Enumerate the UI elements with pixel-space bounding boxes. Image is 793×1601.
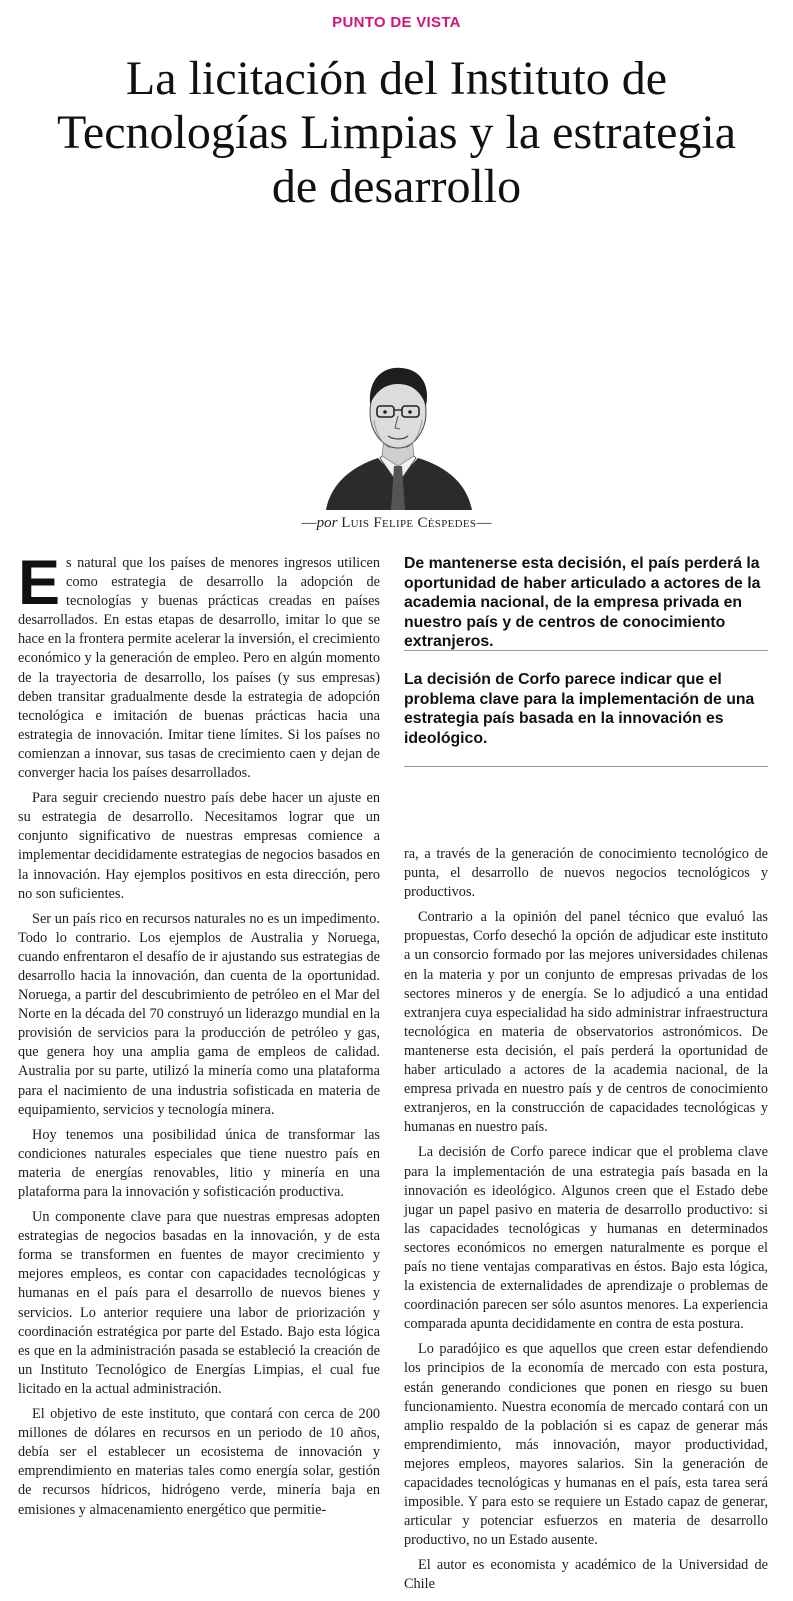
article-paragraph: Hoy tenemos una posibilidad única de transformar las condiciones naturales especiales que tiene nuestro país en materia de energías renovables, litio y minería en una plataforma para la innovación y sofisticación productiva. [18,1126,380,1200]
byline [0,515,793,532]
article-paragraph: Ser un país rico en recursos naturales no es un impedimento. Todo lo contrario. Los ejemplos de Australia y Noruega, cuando enfrentaron el desafío de ir ajustando sus estrategias de desarrollo hacia la innovación, dan cuenta de la oportunidad. Noruega, a partir del descubrimiento de petróleo en el Mar del Norte en la década del 70 construyó un liderazgo mundial en la provisión de servicios para la producción de petróleo y gas, que genera hoy una amplia gama de empleos de calidad. Australia por su parte, utilizó la minería como una plataforma para el nacimiento de una industria sofisticada en materia de equipamiento, servicios y tecnología minera. [18,910,380,1118]
drop-cap: E [18,548,61,618]
author-note: El autor es economista y académico de la Universidad de Chile [404,1557,768,1593]
pull-quote-1: De mantenerse esta decisión, el país perderá la oportunidad de haber articulado a actores de la academia nacional, de la empresa privada en nuestro país y de centros de conocimiento extranjeros. [404,555,761,650]
article-paragraph: Contrario a la opinión del panel técnico que evaluó las propuestas, Corfo desechó la opción de adjudicar este instituto a un consorcio formado por las mejores universidades chilenas en la materia y por un conjunto de empresas privadas de los sectores mineros y de energía. Se lo adjudicó a una entidad extranjera cuya especialidad ha sido administrar infraestructura tecnológica en materia de observatorios astronómicos. De mantenerse esta decisión, el país perderá la oportunidad de haber articulado a actores de la academia nacional, de la empresa privada en nuestro país y de centros de conocimiento extranjeros, en la construcción de capacidades tecnológicas y humanas en nuestro país. [404,909,768,1136]
article-paragraph: El objetivo de este instituto, que contará con cerca de 200 millones de dólares en recursos en un periodo de 10 años, debía ser el establecer un ecosistema de innovación y emprendimiento en materias tales como energía solar, gestión de recursos hídricos, hidrógeno verde, minería baja en emisiones y almacenamiento energético que permitie- [18,1406,380,1518]
first-paragraph-text: s natural que los países de menores ingresos utilicen como estrategia de desarrollo la adopción de tecnologías y buenas prácticas creadas en países desarrollados. En estas etapas de desarrollo, imitar lo que se hace en la frontera permite acelerar la inversión, el crecimiento económico y la generación de empleo. Pero en algún momento de la trayectoria de desarrollo, los países (y sus empresas) deben transitar gradualmente desde la estrategia de adopción tecnológica e imitación de buenas prácticas hacia una estrategia de innovación. Imitar tiene límites. Si los países no comienzan a innovar, sus tasas de crecimiento caen y dejan de converger hacia los países desarrollados. [18,555,380,782]
article-paragraph: La decisión de Corfo parece indicar que el problema clave para la implementación de una estrategia país basada en la innovación es ideológico. Algunos creen que el Estado debe jugar un papel pasivo en materia de desarrollo productivo: si las capacidades tecnológicas y humanas en determinados sectores económicos no emergen naturalmente es porque el país no tiene ventajas comparativas en éstos. Bajo esta lógica, la existencia de externalidades de aprendizaje o problemas de coordinación parecen ser sólo asuntos menores. La experiencia comparada apunta decididamente en contra de esta postura. [404,1144,768,1333]
article-paragraph: Lo paradójico es que aquellos que creen estar defendiendo los principios de la economía de mercado con esta postura, están generando condiciones que ponen en riesgo su buen funcionamiento. Nuestra economía de mercado contará con un amplio respaldo de la población si es capaz de generar más emprendimiento, más innovación, mayor productividad, mejores empleos, mayores salarios. Sin la generación de capacidades tecnológicas y humanas en el país, esta tarea será imposible. Y para esto se requiere un Estado capaz de generar, articular y potenciar esfuerzos en materia de desarrollo productivo, no un Estado ausente. [404,1341,768,1549]
article-paragraph: Un componente clave para que nuestras empresas adopten estrategias de negocios basadas en la innovación, y de esta forma se transformen en fuentes de mayor crecimiento y mejores empleos, es contar con capacidades tecnológicas y humanas en el país para el desarrollo de nuevos bienes y servicios. Lo anterior requiere una labor de priorización y coordinación estratégica por parte del Estado. Bajo esta lógica es que en la administración pasada se estableció la creación de un Instituto Tecnológico de Energías Limpias, el cual fue licitado en la actual administración. [18,1209,380,1397]
byline-author: Luis Felipe Céspedes [341,515,477,531]
headline: La licitación del Instituto de Tecnologías Limpias y la estrategia de desarrollo [56,52,737,213]
article-column-right [404,845,768,1601]
byline-prefix: por [316,515,338,531]
section-label: PUNTO DE VISTA [332,14,461,31]
article-paragraph-continued: ra, a través de la generación de conocimiento tecnológico de punta, el desarrollo de nuevos negocios tecnológicos y productivos. [404,846,768,901]
byline-dash: — [301,515,317,531]
article-column-left [18,548,380,1526]
article-paragraph: Para seguir creciendo nuestro país debe hacer un ajuste en su estrategia de desarrollo. Necesitamos lograr que un conjunto significativo de nuestras empresas comience a implementar decididamente estrategias de negocios basados en la innovación. Hay ejemplos positivos en esta dirección, pero no son suficientes. [18,790,380,902]
article-paragraph-first [18,548,380,783]
byline-dash-end: — [476,515,492,531]
pull-quote-divider [404,650,768,651]
pull-quote-2: La decisión de Corfo parece indicar que el problema clave para la implementación de una estrategia país basada en la innovación es ideológico. [404,671,755,747]
pull-quote-divider [404,766,768,767]
author-portrait [318,360,478,510]
